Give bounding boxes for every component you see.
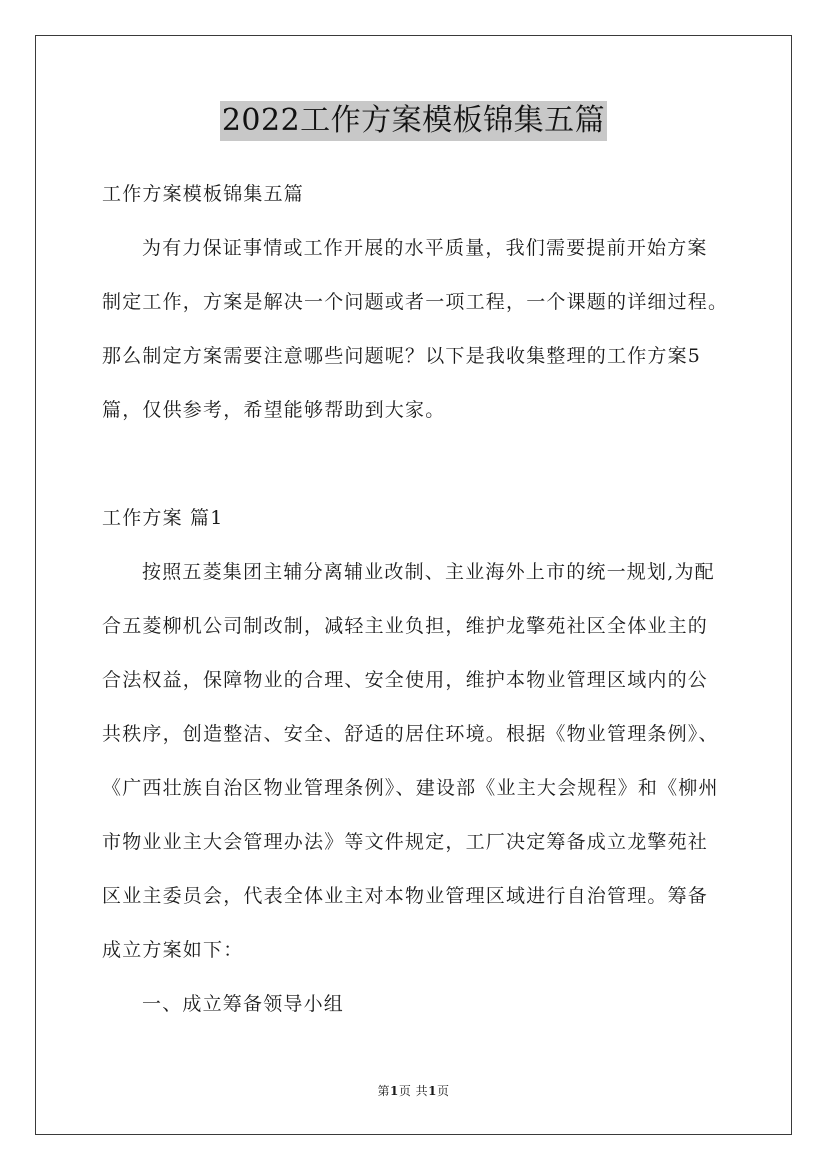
intro-line: 那么制定方案需要注意哪些问题呢？以下是我收集整理的工作方案5: [102, 345, 702, 367]
document-subtitle: 工作方案模板锦集五篇: [102, 183, 305, 205]
footer-page-prefix: 第: [377, 1084, 390, 1098]
intro-line: 为有力保证事情或工作开展的水平质量，我们需要提前开始方案: [142, 237, 708, 259]
body-line: 《广西壮族自治区物业管理条例》、建设部《业主大会规程》和《柳州: [102, 777, 719, 799]
footer-total-suffix: 页: [437, 1084, 450, 1098]
body-line: 区业主委员会，代表全体业主对本物业管理区域进行自治管理。筹备: [102, 885, 709, 907]
body-line: 按照五菱集团主辅分离辅业改制、主业海外上市的统一规划,为配: [142, 561, 715, 583]
title-area: [0, 101, 827, 141]
body-line: 成立方案如下：: [102, 939, 244, 961]
intro-line: 制定工作，方案是解决一个问题或者一项工程，一个课题的详细过程。: [102, 291, 729, 313]
body-line: 合五菱柳机公司制改制，减轻主业负担，维护龙擎苑社区全体业主的: [102, 615, 709, 637]
body-line: 共秩序，创造整洁、安全、舒适的居住环境。根据《物业管理条例》、: [102, 723, 719, 745]
footer-page-number: 1: [389, 1084, 399, 1098]
body-line: 合法权益，保障物业的合理、安全使用，维护本物业管理区域内的公: [102, 669, 709, 691]
page-footer: [0, 1083, 827, 1099]
body-line: 市物业业主大会管理办法》等文件规定，工厂决定筹备成立龙擎苑社: [102, 831, 709, 853]
footer-total-number: 1: [428, 1084, 438, 1098]
intro-line: 篇，仅供参考，希望能够帮助到大家。: [102, 399, 446, 421]
document-title: 2022工作方案模板锦集五篇: [220, 101, 607, 141]
subheading: 一、成立筹备领导小组: [142, 993, 345, 1015]
section-heading: 工作方案 篇1: [102, 507, 224, 529]
footer-page-suffix: 页 共: [398, 1084, 429, 1098]
